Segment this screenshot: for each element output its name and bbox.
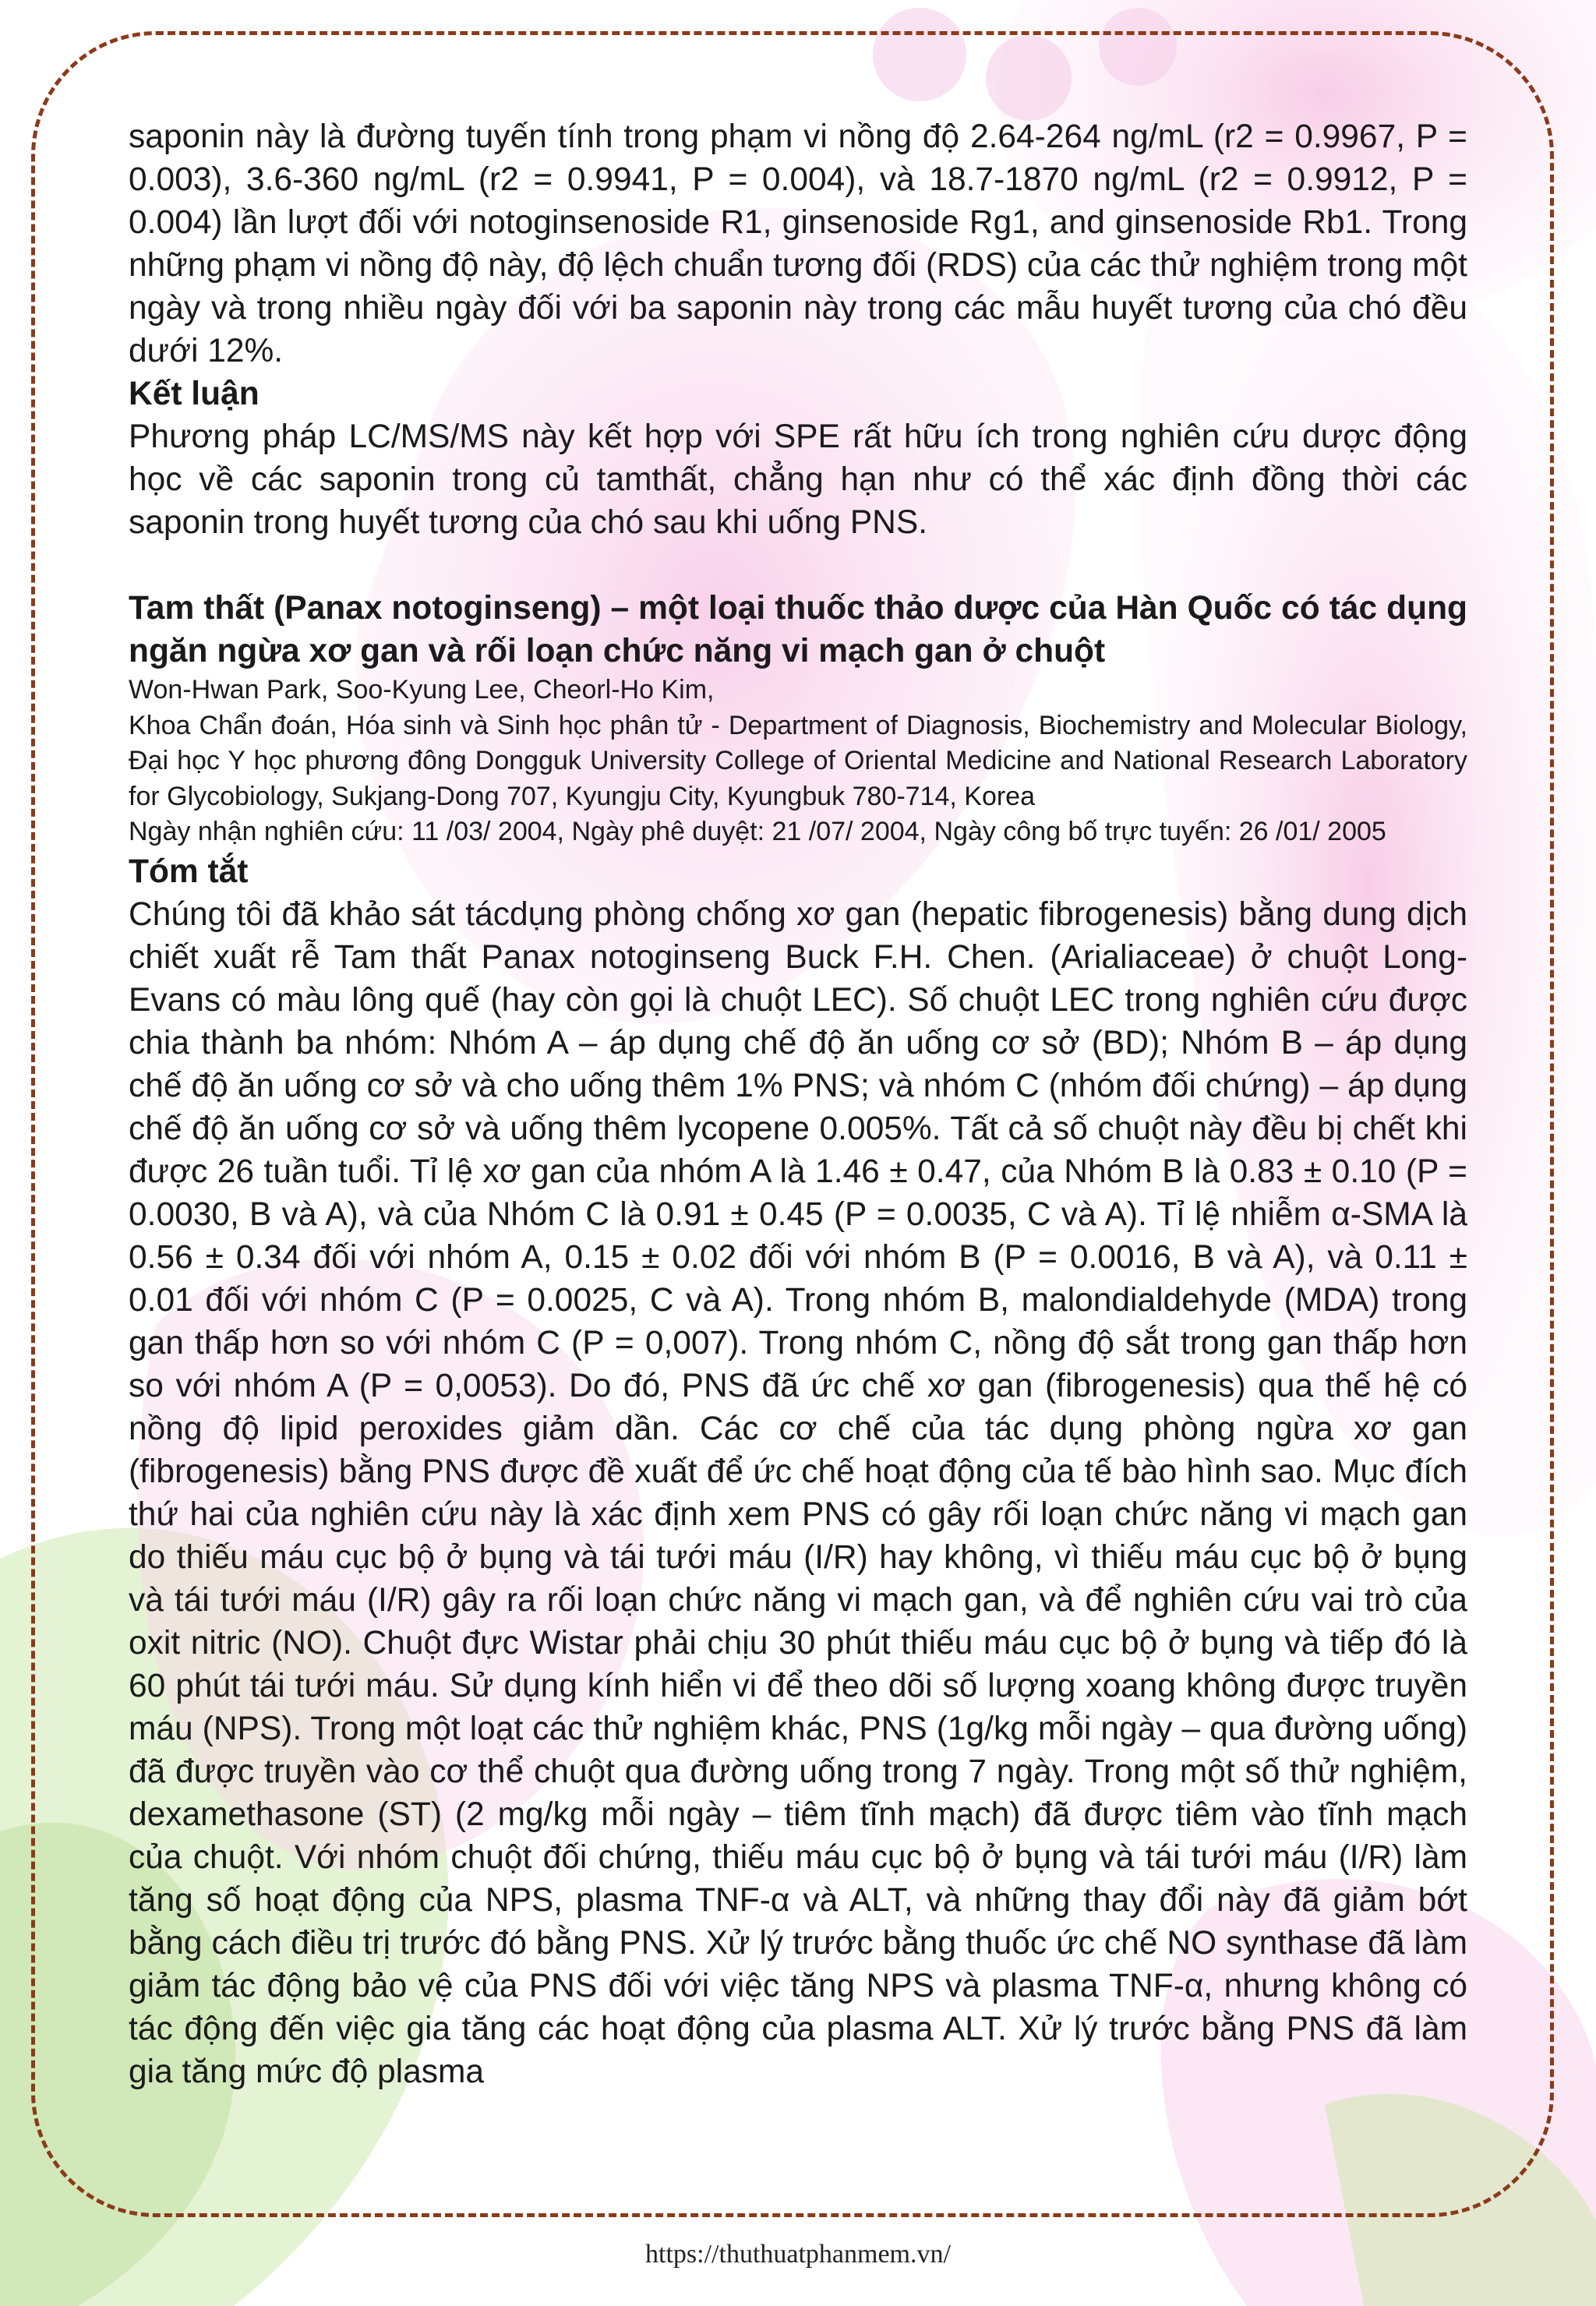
document-body <box>129 115 1467 2093</box>
authors: Won-Hwan Park, Soo-Kyung Lee, Cheorl-Ho Kim, <box>129 675 715 705</box>
abstract-paragraph: Chúng tôi đã khảo sát tácdụng phòng chống xơ gan (hepatic fibrogenesis) bằng dung dịch chiết xuất rễ Tam thất Panax notoginseng Buck F.H. Chen. (Arialiaceae) ở chuột Long-Evans có màu lông quế (hay còn gọi là chuột LEC). Số chuột LEC trong nghiên cứu được chia thành ba nhóm: Nhóm A – áp dụng chế độ ăn uống cơ sở (BD); Nhóm B – áp dụng chế độ ăn uống cơ sở và cho uống thêm 1% PNS; và nhóm C (nhóm đối chứng) – áp dụng chế độ ăn uống cơ sở và uống thêm lycopene 0.005%. Tất cả số chuột này đều bị chết khi được 26 tuần tuổi. Tỉ lệ xơ gan của nhóm A là 1.46 ± 0.47, của Nhóm B là 0.83 ± 0.10 (P = 0.0030, B và A), và của Nhóm C là 0.91 ± 0.45 (P = 0.0035, C và A). Tỉ lệ nhiễm α-SMA là 0.56 ± 0.34 đối với nhóm A, 0.15 ± 0.02 đối với nhóm B (P = 0.0016, B và A), và 0.11 ± 0.01 đối với nhóm C (P = 0.0025, C và A). Trong nhóm B, malondialdehyde (MDA) trong gan thấp hơn so với nhóm C (P = 0,007). Trong nhóm C, nồng độ sắt trong gan thấp hơn so với nhóm A (P = 0,0053). Do đó, PNS đã ức chế xơ gan (fibrogenesis) qua thế hệ có nồng độ lipid peroxides giảm dần. Các cơ chế của tác dụng phòng ngừa xơ gan (fibrogenesis) bằng PNS được đề xuất để ức chế hoạt động của tế bào hình sao. Mục đích thứ hai của nghiên cứu này là xác định xem PNS có gây rối loạn chức năng vi mạch gan do thiếu máu cục bộ ở bụng và tái tưới máu (I/R) hay không, vì thiếu máu cục bộ ở bụng và tái tưới máu (I/R) gây ra rối loạn chức năng vi mạch gan, và để nghiên cứu vai trò của oxit nitric (NO). Chuột đực Wistar phải chịu 30 phút thiếu máu cục bộ ở bụng và tiếp đó là 60 phút tái tưới máu. Sử dụng kính hiển vi để theo dõi số lượng xoang không được truyền máu (NPS). Trong một loạt các thử nghiệm khác, PNS (1g/kg mỗi ngày – qua đường uống) đã được truyền vào cơ thể chuột qua đường uống trong 7 ngày. Trong một số thử nghiệm, dexamethasone (ST) (2 mg/kg mỗi ngày – tiêm tĩnh mạch) đã được tiêm vào tĩnh mạch của chuột. Với nhóm chuột đối chứng, thiếu máu cục bộ ở bụng và tái tưới máu (I/R) làm tăng số hoạt động của NPS, plasma TNF-α và ALT, và những thay đổi này đã giảm bớt bằng cách điều trị trước đó bằng PNS. Xử lý trước bằng thuốc ức chế NO synthase đã làm giảm tác động bảo vệ của PNS đối với việc tăng NPS và plasma TNF-α, nhưng không có tác động đến việc gia tăng các hoạt động của plasma ALT. Xử lý trước bằng PNS đã làm gia tăng mức độ plasma <box>129 895 1467 2090</box>
conclusion-heading: Kết luận <box>129 376 260 412</box>
abstract-heading: Tóm tắt <box>129 853 249 890</box>
dates: Ngày nhận nghiên cứu: 11 /03/ 2004, Ngày phê duyệt: 21 /07/ 2004, Ngày công bố trực tuyến: 26 /01/ 2005 <box>129 817 1386 846</box>
intro-paragraph: saponin này là đường tuyến tính trong phạm vi nồng độ 2.64-264 ng/mL (r2 = 0.9967, P = 0.003), 3.6-360 ng/mL (r2 = 0.9941, P = 0.004), và 18.7-1870 ng/mL (r2 = 0.9912, P = 0.004) lần lượt đối với notoginsenoside R1, ginsenoside Rg1, and ginsenoside Rb1. Trong những phạm vi nồng độ này, độ lệch chuẩn tương đối (RDS) của các thử nghiệm trong một ngày và trong nhiều ngày đối với ba saponin này trong các mẫu huyết tương của chó đều dưới 12%. <box>129 118 1467 369</box>
article-title: Tam thất (Panax notoginseng) – một loại thuốc thảo dược của Hàn Quốc có tác dụng ngăn ngừa xơ gan và rối loạn chức năng vi mạch gan ở chuột <box>129 590 1467 669</box>
footer-url: https://thuthuatphanmem.vn/ <box>645 2240 951 2269</box>
affiliation: Khoa Chẩn đoán, Hóa sinh và Sinh học phân tử - Department of Diagnosis, Biochemistry and Molecular Biology, Đại học Y học phương đông Dongguk University College of Oriental Medicine and National Research Laboratory for Glycobiology, Sukjang-Dong 707, Kyungju City, Kyungbuk 780-714, Korea <box>129 710 1467 811</box>
conclusion-paragraph: Phương pháp LC/MS/MS này kết hợp với SPE rất hữu ích trong nghiên cứu dược động học về các saponin trong củ tamthất, chẳng hạn như có thể xác định đồng thời các saponin trong huyết tương của chó sau khi uống PNS. <box>129 418 1467 541</box>
